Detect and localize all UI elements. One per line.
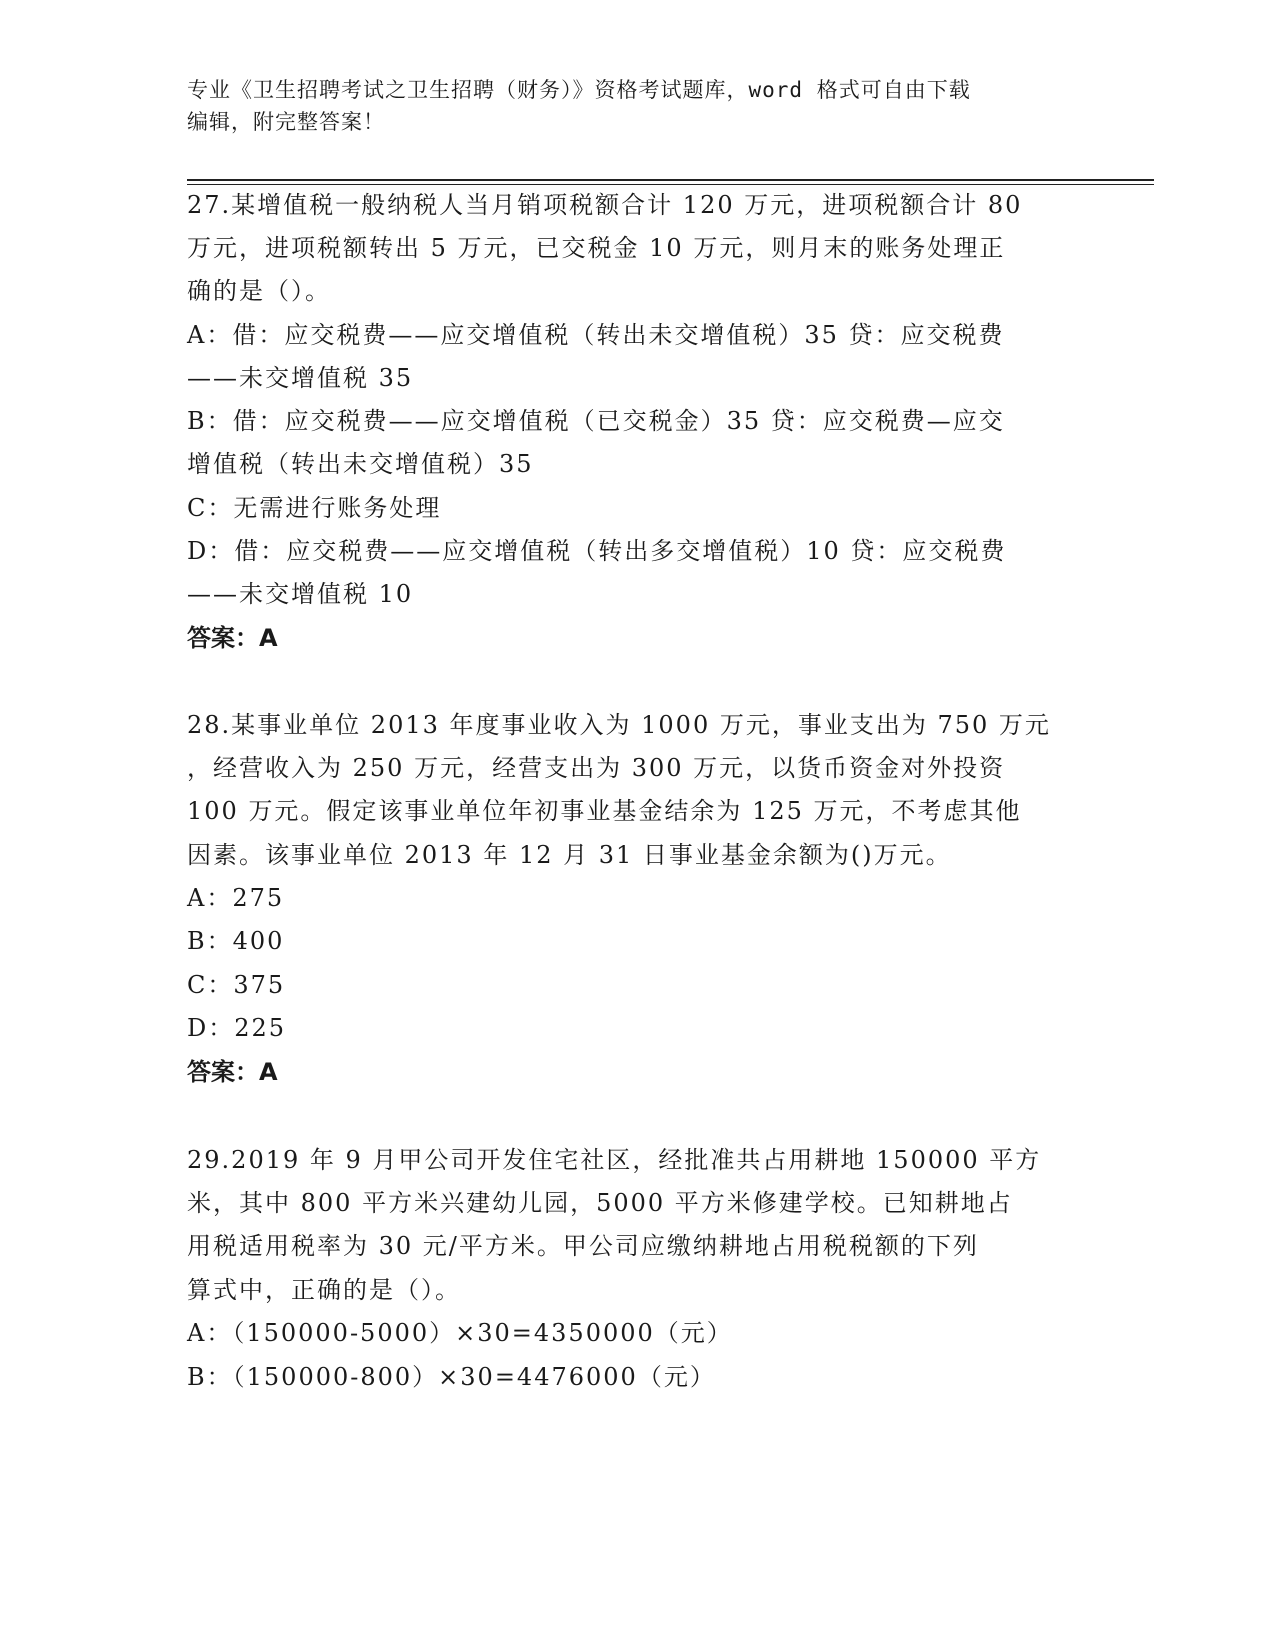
question-stem-line: 算式中，正确的是（）。: [187, 1276, 461, 1304]
option-c-line: C：无需进行账务处理: [187, 494, 442, 522]
header-divider-thick: [187, 179, 1154, 181]
question-stem-line: 29.2019 年 9 月甲公司开发住宅社区，经批准共占用耕地 150000 平方: [187, 1146, 1042, 1174]
question-stem-line: 米，其中 800 平方米兴建幼儿园，5000 平方米修建学校。已知耕地占: [187, 1189, 1013, 1217]
document-header-line-1: 专业《卫生招聘考试之卫生招聘（财务）》资格考试题库，word 格式可自由下载: [187, 78, 971, 102]
option-a-line: ——未交增值税 35: [187, 364, 414, 392]
option-d-line: D：借：应交税费——应交增值税（转出多交增值税）10 贷：应交税费: [187, 537, 1007, 565]
option-c-line: C：375: [187, 971, 286, 999]
option-d-line: ——未交增值税 10: [187, 580, 414, 608]
option-b-line: B：（150000-800）×30=4476000（元）: [187, 1363, 716, 1391]
option-b-line: B：借：应交税费——应交增值税（已交税金）35 贷：应交税费—应交: [187, 407, 1005, 435]
document-header-line-2: 编辑，附完整答案！: [187, 110, 385, 134]
option-b-line: B：400: [187, 927, 285, 955]
answer-label: 答案：A: [187, 624, 278, 652]
option-d-line: D：225: [187, 1014, 287, 1042]
option-a-line: A：借：应交税费——应交增值税（转出未交增值税）35 贷：应交税费: [187, 321, 1005, 349]
option-b-line: 增值税（转出未交增值税）35: [187, 450, 534, 478]
answer-label: 答案：A: [187, 1058, 278, 1086]
question-stem-line: ，经营收入为 250 万元，经营支出为 300 万元，以货币资金对外投资: [187, 754, 1006, 782]
question-stem-line: 万元，进项税额转出 5 万元，已交税金 10 万元，则月末的账务处理正: [187, 234, 1006, 262]
header-divider-thin: [187, 184, 1154, 185]
question-stem-line: 28.某事业单位 2013 年度事业收入为 1000 万元，事业支出为 750 万元: [187, 711, 1051, 739]
question-stem-line: 因素。该事业单位 2013 年 12 月 31 日事业基金余额为()万元。: [187, 841, 952, 869]
option-a-line: A：275: [187, 884, 285, 912]
question-stem-line: 100 万元。假定该事业单位年初事业基金结余为 125 万元，不考虑其他: [187, 797, 1022, 825]
option-a-line: A：（150000-5000）×30=4350000（元）: [187, 1319, 733, 1347]
question-stem-line: 确的是（）。: [187, 277, 331, 305]
question-stem-line: 用税适用税率为 30 元/平方米。甲公司应缴纳耕地占用税税额的下列: [187, 1232, 979, 1260]
question-stem-line: 27.某增值税一般纳税人当月销项税额合计 120 万元，进项税额合计 80: [187, 191, 1023, 219]
